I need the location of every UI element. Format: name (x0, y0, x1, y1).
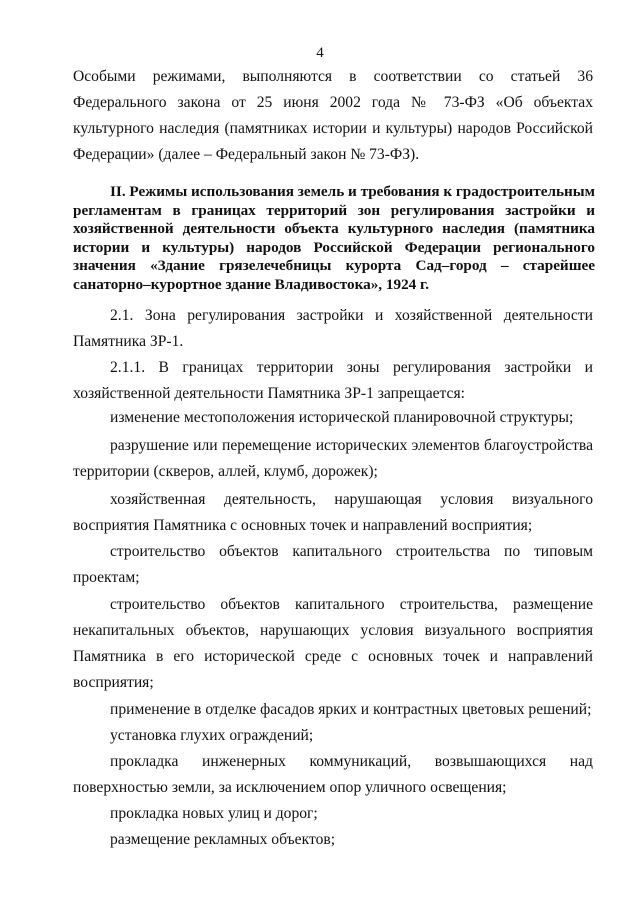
list-item: строительство объектов капитального строительства, размещение некапитальных объектов, нарушающих условия визуального восприятия Памятника в его исторической среде с основных точек и направлений восприятия; (73, 596, 593, 691)
section-heading: II. Режимы использования земель и требования к градостроительным регламентам в границах территорий зон регулирования застройки и хозяйственной деятельности объекта культурного наследия (памятника истории и культуры) народов Российской Федерации регионального значения «Здание грязелечебницы курорта Сад–город – старейшее санаторно–курортное здание Владивостока», 1924 г. (73, 183, 595, 293)
list-item: применение в отделке фасадов ярких и контрастных цветовых решений; (110, 701, 592, 718)
paragraph-2-1-1: 2.1.1. В границах территории зоны регулирования застройки и хозяйственной деятельности Памятника ЗР-1 запрещается: (73, 359, 593, 402)
intro-paragraph: Особыми режимами, выполняются в соответствии со статьей 36 Федерального закона от 25 июня 2002 года № 73-ФЗ «Об объектах культурного наследия (памятниках истории и культуры) народов Российской Федерации» (далее – Федеральный закон № 73-ФЗ). (73, 68, 593, 163)
list-item: изменение местоположения исторической планировочной структуры; (110, 409, 574, 426)
list-item: строительство объектов капитального строительства по типовым проектам; (73, 543, 593, 586)
list-item: разрушение или перемещение исторических элементов благоустройства территории (скверов, аллей, клумб, дорожек); (73, 437, 593, 480)
list-item: хозяйственная деятельность, нарушающая условия визуального восприятия Памятника с основных точек и направлений восприятия; (73, 491, 593, 534)
list-item: установка глухих ограждений; (110, 727, 314, 744)
page-number: 4 (316, 45, 324, 61)
list-item: прокладка инженерных коммуникаций, возвышающихся над поверхностью земли, за исключением опор уличного освещения; (73, 753, 593, 796)
list-item: прокладка новых улиц и дорог; (110, 805, 318, 822)
list-item: размещение рекламных объектов; (110, 831, 336, 848)
paragraph-2-1: 2.1. Зона регулирования застройки и хозяйственной деятельности Памятника ЗР-1. (73, 307, 593, 350)
